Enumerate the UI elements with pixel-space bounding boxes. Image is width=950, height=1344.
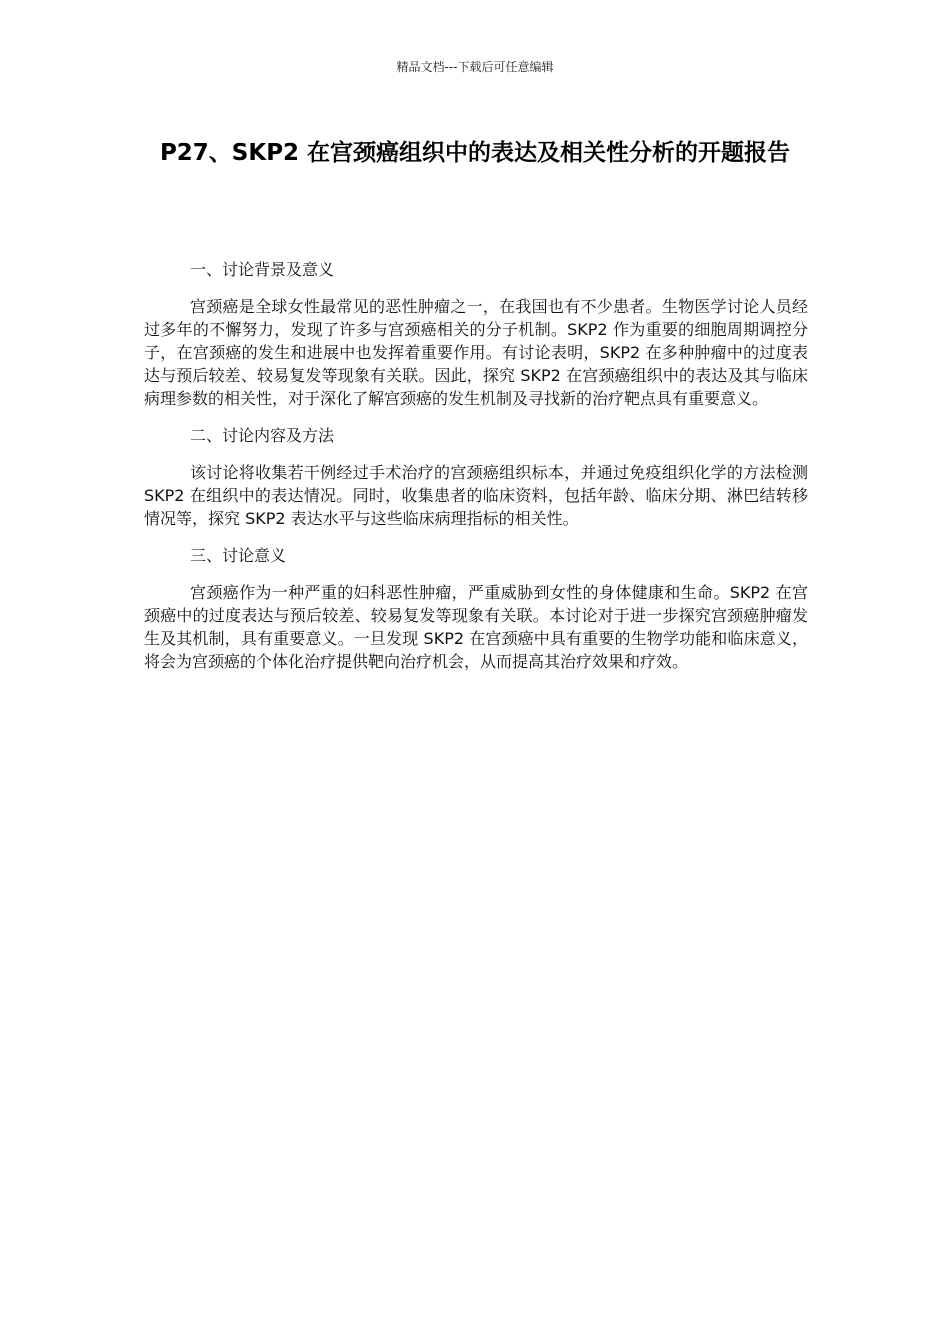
section-heading-background: 一、讨论背景及意义	[190, 260, 335, 279]
section-paragraph-background: 宫颈癌是全球女性最常见的恶性肿瘤之一，在我国也有不少患者。生物医学讨论人员经过多年的不懈努力，发现了许多与宫颈癌相关的分子机制。SKP2 作为重要的细胞周期调控分子，在宫颈癌的发生和进展中也发挥着重要作用。有讨论表明，SKP2 在多种肿瘤中的过度表达与预后较差、较易复发等现象有关联。因此，探究 SKP2 在宫颈癌组织中的表达及其与临床病理参数的相关性，对于深化了解宫颈癌的发生机制及寻找新的治疗靶点具有重要意义。	[144, 297, 808, 408]
section-paragraph-significance: 宫颈癌作为一种严重的妇科恶性肿瘤，严重威胁到女性的身体健康和生命。SKP2 在宫颈癌中的过度表达与预后较差、较易复发等现象有关联。本讨论对于进一步探究宫颈癌肿瘤发生及其机制，具有重要意义。一旦发现 SKP2 在宫颈癌中具有重要的生物学功能和临床意义，将会为宫颈癌的个体化治疗提供靶向治疗机会，从而提高其治疗效果和疗效。	[144, 583, 808, 671]
section-heading-significance: 三、讨论意义	[190, 546, 287, 565]
document-title: P27、SKP2 在宫颈癌组织中的表达及相关性分析的开题报告	[159, 140, 791, 166]
document-body	[144, 258, 808, 687]
section-heading-methods: 二、讨论内容及方法	[190, 426, 335, 445]
section-paragraph-methods: 该讨论将收集若干例经过手术治疗的宫颈癌组织标本，并通过免疫组织化学的方法检测 SKP2 在组织中的表达情况。同时，收集患者的临床资料，包括年龄、临床分期、淋巴结转移情况等，探究 SKP2 表达水平与这些临床病理指标的相关性。	[144, 463, 808, 528]
page-header: 精品文档---下载后可任意编辑	[396, 60, 554, 74]
